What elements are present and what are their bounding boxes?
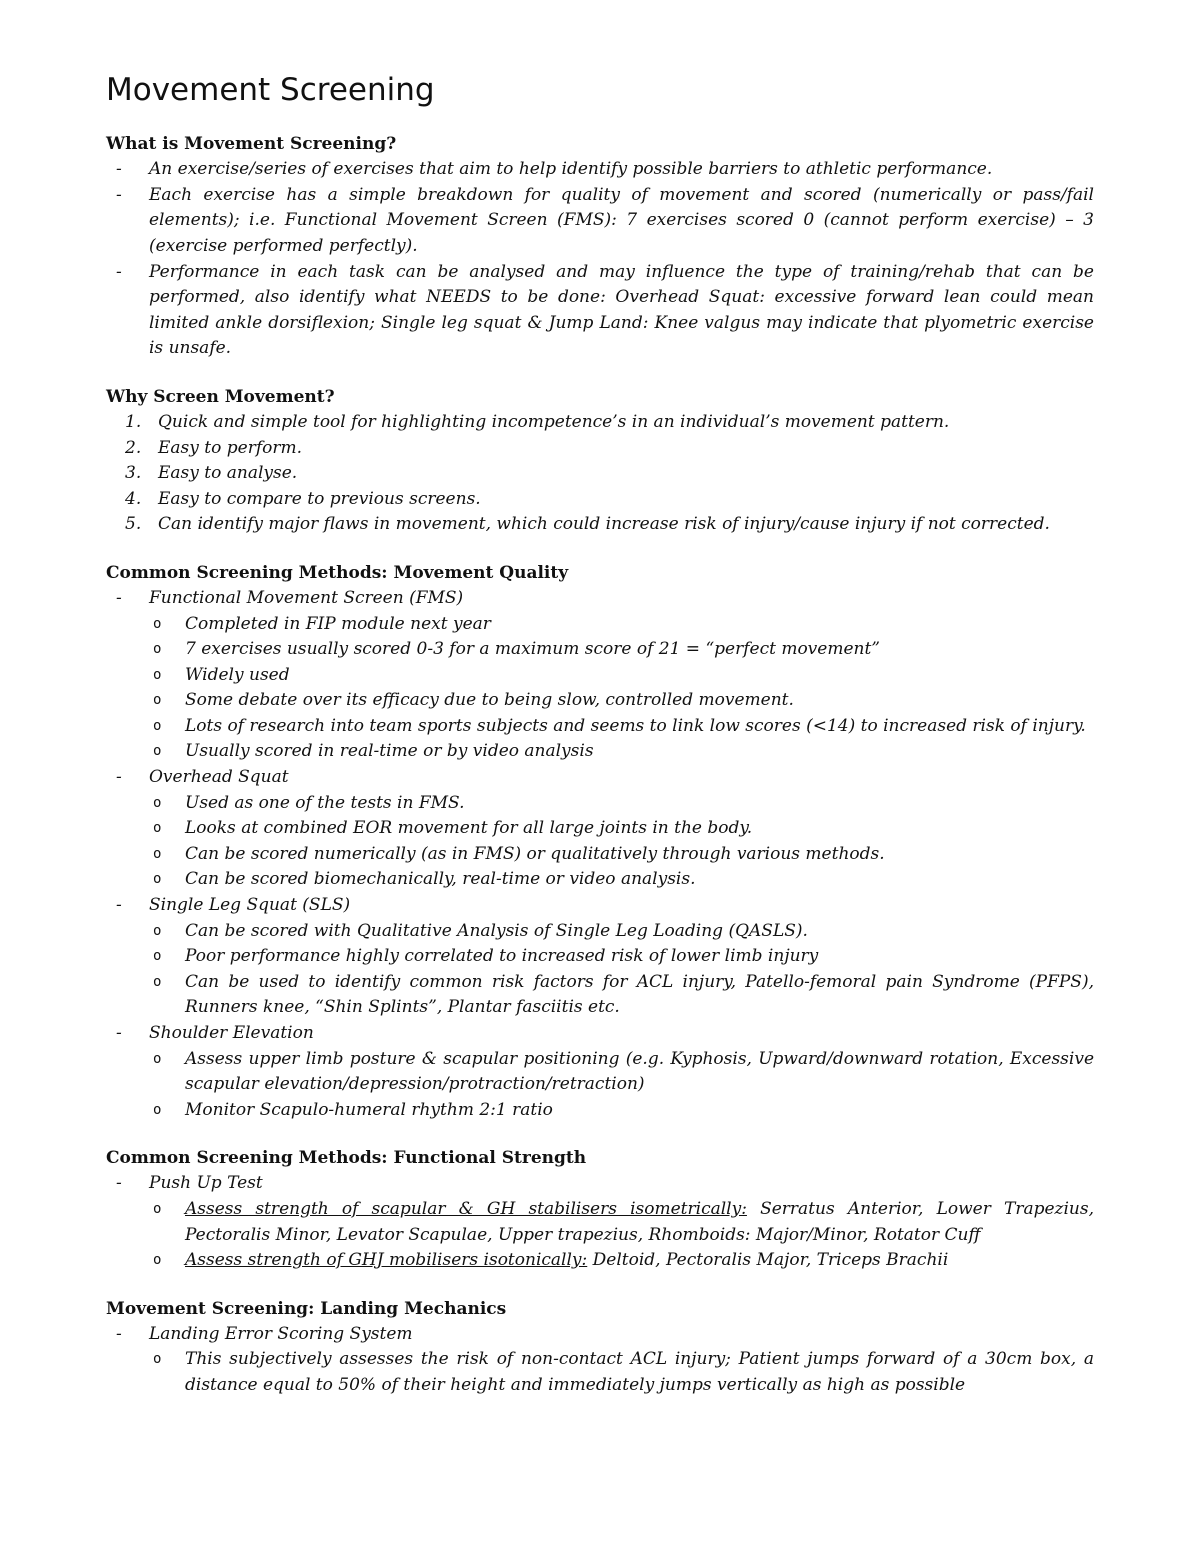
section-heading: Movement Screening: Landing Mechanics	[106, 1298, 507, 1319]
section-landing-mechanics	[106, 1296, 1094, 1399]
list-item: - Single Leg Squat (SLS) o Can be scored with Qualitative Analysis of Single Leg Loading (QASLS). o Poor performance highly correlated to increased risk of lower limb injury o Can be used to identify common risk factors for ACL injury, Patello-femoral pain Syndrome (PFPS), Runners knee, “Shin Splints”, Plantar fasciitis etc.	[106, 893, 1094, 1021]
list-item: 1. Quick and simple tool for highlighting incompetence’s in an individual’s movement pattern.	[125, 411, 950, 432]
sub-list-item: o Widely used	[153, 664, 290, 685]
sub-list	[149, 791, 1094, 893]
list-item: 2. Easy to perform.	[125, 437, 302, 458]
sub-list-item: o Usually scored in real-time or by video analysis	[153, 741, 594, 762]
list-item: - An exercise/series of exercises that aim to help identify possible barriers to athletic performance.	[116, 159, 993, 180]
section-heading: What is Movement Screening?	[106, 134, 397, 155]
sub-list-item: o Lots of research into team sports subjects and seems to link low scores (<14) to increased risk of injury.	[153, 715, 1086, 736]
underlined-text: Assess strength of scapular & GH stabilisers isometrically:	[185, 1198, 747, 1219]
sub-list-item: o Can be scored numerically (as in FMS) or qualitatively through various methods.	[153, 843, 885, 864]
sub-list-item: o Looks at combined EOR movement for all large joints in the body.	[153, 818, 753, 839]
sub-list	[149, 1197, 1094, 1274]
dash-list	[106, 1322, 1094, 1399]
sub-list-item: o Some debate over its efficacy due to being slow, controlled movement.	[153, 690, 794, 711]
sub-list-item: o Poor performance highly correlated to increased risk of lower limb injury	[153, 946, 819, 967]
sub-list-item: o Can be scored biomechanically, real-time or video analysis.	[153, 869, 696, 890]
sub-list	[149, 1347, 1094, 1398]
section-functional-strength	[106, 1145, 1094, 1273]
sub-list-item: o Can be scored with Qualitative Analysis of Single Leg Loading (QASLS).	[153, 920, 808, 941]
list-item: - Functional Movement Screen (FMS) o Completed in FIP module next year o 7 exercises usually scored 0-3 for a maximum score of 21 = “perfect movement” o Widely used o Some debate over its efficacy due to being slow, controlled movement. o Lots of research into team sports subjects and seems to link low scores (<14) to increased risk of injury. o Usually scored in real-time or by video analysis	[106, 586, 1094, 765]
sub-list-item: o 7 exercises usually scored 0-3 for a maximum score of 21 = “perfect movement”	[153, 639, 880, 660]
list-item: 3. Easy to analyse.	[125, 463, 298, 484]
sub-list-item: o This subjectively assesses the risk of non-contact ACL injury; Patient jumps forward of a 30cm box, a distance equal to 50% of their height and immediately jumps vertically as high as possible	[153, 1349, 1094, 1395]
section-why	[106, 384, 1094, 538]
list-item: - Shoulder Elevation o Assess upper limb posture & scapular positioning (e.g. Kyphosis, Upward/downward rotation, Excessive scapular elevation/depression/protraction/retraction) o Monitor Scapulo-humeral rhythm 2:1 ratio	[106, 1021, 1094, 1123]
list-item: - Overhead Squat o Used as one of the tests in FMS. o Looks at combined EOR movement for all large joints in the body. o Can be scored numerically (as in FMS) or qualitatively through various methods. o Can be scored biomechanically, real-time or video analysis.	[106, 765, 1094, 893]
sub-list-item: o Assess upper limb posture & scapular positioning (e.g. Kyphosis, Upward/downward rotation, Excessive scapular elevation/depression/protraction/retraction)	[153, 1048, 1094, 1095]
sub-list-item: o Assess strength of GHJ mobilisers isotonically: Deltoid, Pectoralis Major, Triceps Brachii	[153, 1250, 949, 1271]
page-title: Movement Screening	[106, 72, 435, 108]
section-heading: Why Screen Movement?	[106, 386, 335, 407]
list-item: 4. Easy to compare to previous screens.	[125, 488, 481, 509]
section-movement-quality	[106, 560, 1094, 1123]
sub-list	[149, 612, 1094, 766]
list-item: 5. Can identify major flaws in movement, which could increase risk of injury/cause injury if not corrected.	[125, 514, 1050, 535]
sub-list-item: o Assess strength of scapular & GH stabilisers isometrically: Serratus Anterior, Lower Trapezius, Pectoralis Minor, Levator Scapulae, Upper trapezius, Rhomboids: Major/Minor, Rotator Cuff	[153, 1198, 1094, 1245]
sub-list-item: o Completed in FIP module next year	[153, 613, 491, 634]
dash-list	[106, 586, 1094, 1123]
sub-list-item: o Can be used to identify common risk factors for ACL injury, Patello-femoral pain Syndrome (PFPS), Runners knee, “Shin Splints”, Plantar fasciitis etc.	[153, 971, 1094, 1018]
list-item: - Push Up Test o Assess strength of scapular & GH stabilisers isometrically: Serratus Anterior, Lower Trapezius, Pectoralis Minor, Levator Scapulae, Upper trapezius, Rhomboids: Major/Minor, Rotator Cuff o Assess strength of GHJ mobilisers isotonically: Deltoid, Pectoralis Major, Triceps Brachii	[106, 1171, 1094, 1273]
sub-list	[149, 919, 1094, 1021]
section-what	[106, 131, 1094, 362]
list-item: - Performance in each task can be analysed and may influence the type of training/rehab that can be performed, also identify what NEEDS to be done: Overhead Squat: excessive forward lean could mean limited ankle dorsiflexion; Single leg squat & Jump Land: Knee valgus may indicate that plyometric exercise is unsafe.	[116, 261, 1094, 359]
sub-list-item: o Used as one of the tests in FMS.	[153, 792, 465, 813]
section-heading: Common Screening Methods: Movement Quality	[106, 562, 569, 583]
list-item: - Landing Error Scoring System o This subjectively assesses the risk of non-contact ACL injury; Patient jumps forward of a 30cm box, a distance equal to 50% of their height and immediately jumps vertically as high as possible	[106, 1322, 1094, 1399]
list-item: - Each exercise has a simple breakdown for quality of movement and scored (numerically or pass/fail elements); i.e. Functional Movement Screen (FMS): 7 exercises scored 0 (cannot perform exercise) – 3 (exercise performed perfectly).	[116, 184, 1094, 256]
dash-list	[106, 157, 1094, 362]
dash-list	[106, 1171, 1094, 1273]
sub-list	[149, 1047, 1094, 1124]
numbered-list	[106, 410, 1094, 538]
section-heading: Common Screening Methods: Functional Strength	[106, 1148, 587, 1169]
underlined-text: Assess strength of GHJ mobilisers isotonically:	[185, 1250, 588, 1271]
sub-list-item: o Monitor Scapulo-humeral rhythm 2:1 ratio	[153, 1099, 553, 1120]
